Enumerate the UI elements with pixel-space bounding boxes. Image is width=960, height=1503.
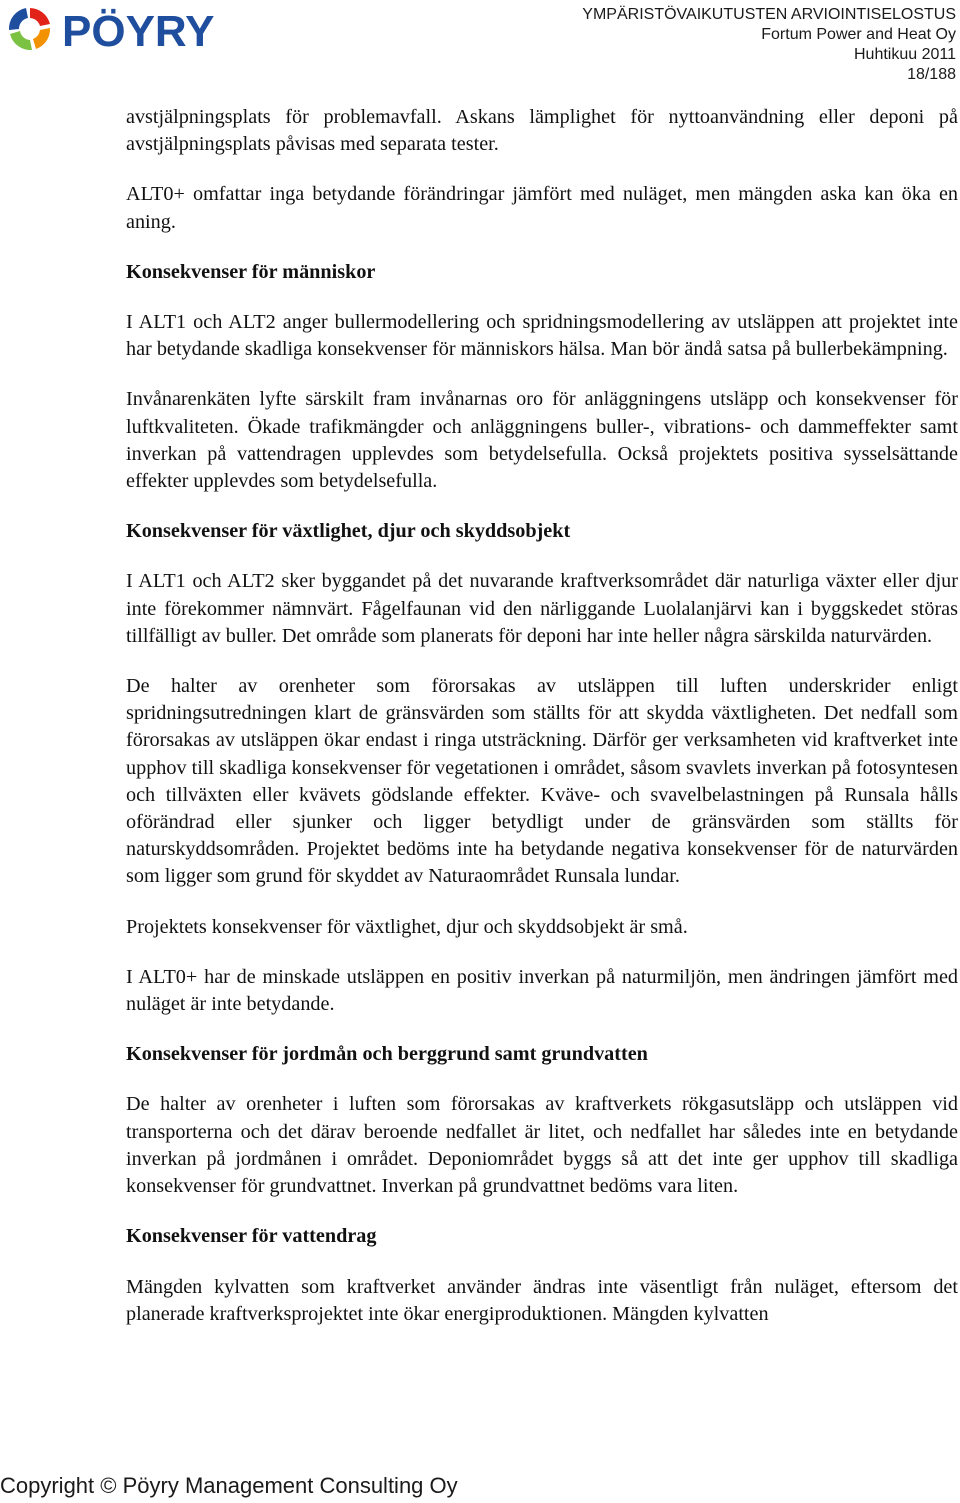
paragraph: ALT0+ omfattar inga betydande förändringar jämfört med nuläget, men mängden aska kan öka en aning. xyxy=(126,183,958,233)
poyry-logo-graphic xyxy=(2,2,272,56)
document-date: Huhtikuu 2011 xyxy=(854,46,956,63)
client-name: Fortum Power and Heat Oy xyxy=(761,26,956,43)
document-body xyxy=(126,104,958,1351)
paragraph: De halter av orenheter i luften som förorsakas av kraftverkets rökgasutsläpp och utsläppen vid transporterna och det därav beroende nedfallet är litet, och nedfallet har således inte en betydande inverkan på jordmånen i området. Deponiområdet byggs så att det inte ger upphov till skadliga konsekvenser för grundvattnet. Inverkan på grundvattnet bedöms vara liten. xyxy=(126,1093,958,1198)
page-number: 18/188 xyxy=(907,66,956,83)
page-header xyxy=(0,0,960,100)
paragraph: avstjälpningsplats för problemavfall. Askans lämplighet för nyttoanvändning eller deponi på avstjälpningsplats påvisas med separata tester. xyxy=(126,106,958,156)
copyright-text: Copyright © Pöyry Management Consulting Oy xyxy=(0,1473,458,1498)
section-heading-people: Konsekvenser för människor xyxy=(126,260,376,283)
paragraph: Mängden kylvatten som kraftverket använder ändras inte väsentligt från nuläget, eftersom det planerade kraftverksprojektet inte ökar energiproduktionen. Mängden kylvatten xyxy=(126,1275,958,1325)
header-meta xyxy=(582,5,956,85)
paragraph: Projektets konsekvenser för växtlighet, djur och skyddsobjekt är små. xyxy=(126,915,688,938)
logo-wordmark: PÖYRY xyxy=(62,7,215,56)
paragraph: I ALT1 och ALT2 sker byggandet på det nuvarande kraftverksområdet där naturliga växter eller djur inte förekommer nämnvärt. Fågelfaunan vid den närliggande Luolalanjärvi kan i byggskedet störas tillfälligt av buller. Det område som planerats för deponi har inte heller några särskilda naturvärden. xyxy=(126,570,958,647)
section-heading-waterways: Konsekvenser för vattendrag xyxy=(126,1225,377,1248)
paragraph: I ALT1 och ALT2 anger bullermodellering och spridningsmodellering av utsläppen att projektet inte har betydande skadliga konsekvenser för människors hälsa. Man bör ändå satsa på bullerbekämpning. xyxy=(126,311,958,361)
page-footer xyxy=(0,1472,458,1500)
paragraph: Invånarenkäten lyfte särskilt fram invånarnas oro för anläggningens utsläpp och konsekvenser för luftkvaliteten. Ökade trafikmängder och anläggningens buller-, vibrations- och dammeffekter samt inverkan på vattendragen upplevdes som betydelsefulla. Också projektets positiva sysselsättande effekter upplevdes som betydelsefulla. xyxy=(126,388,958,493)
section-heading-soil-groundwater: Konsekvenser för jordmån och berggrund samt grundvatten xyxy=(126,1043,648,1066)
paragraph: De halter av orenheter som förorsakas av utsläppen till luften underskrider enligt spridningsutredningen klart de gränsvärden som ställts för att skydda växtligheten. Det nedfall som förorsakas av utsläppen ökar endast i ringa utsträckning. Därför ger verksamheten vid kraftverket inte upphov till skadliga konsekvenser för vegetationen i området, såsom svavlets inverkan på fotosyntesen och tillväxten eller kvävets gödslande effekter. Kväve- och svavelbelastningen på Runsala hålls oförändrad eller sjunker och ligger betydligt under de gränsvärden som ställts för naturskyddsområden. Projektet bedöms inte ha betydande negativa konsekvenser för de naturvärden som ligger som grund för skyddet av Naturaområdet Runsala lundar. xyxy=(126,675,958,888)
paragraph: I ALT0+ har de minskade utsläppen en positiv inverkan på naturmiljön, men ändringen jämfört med nuläget är inte betydande. xyxy=(126,965,958,1016)
section-heading-flora-fauna: Konsekvenser för växtlighet, djur och skyddsobjekt xyxy=(126,520,571,543)
document-type: YMPÄRISTÖVAIKUTUSTEN ARVIOINTISELOSTUS xyxy=(582,6,956,23)
poyry-logo xyxy=(2,2,272,56)
